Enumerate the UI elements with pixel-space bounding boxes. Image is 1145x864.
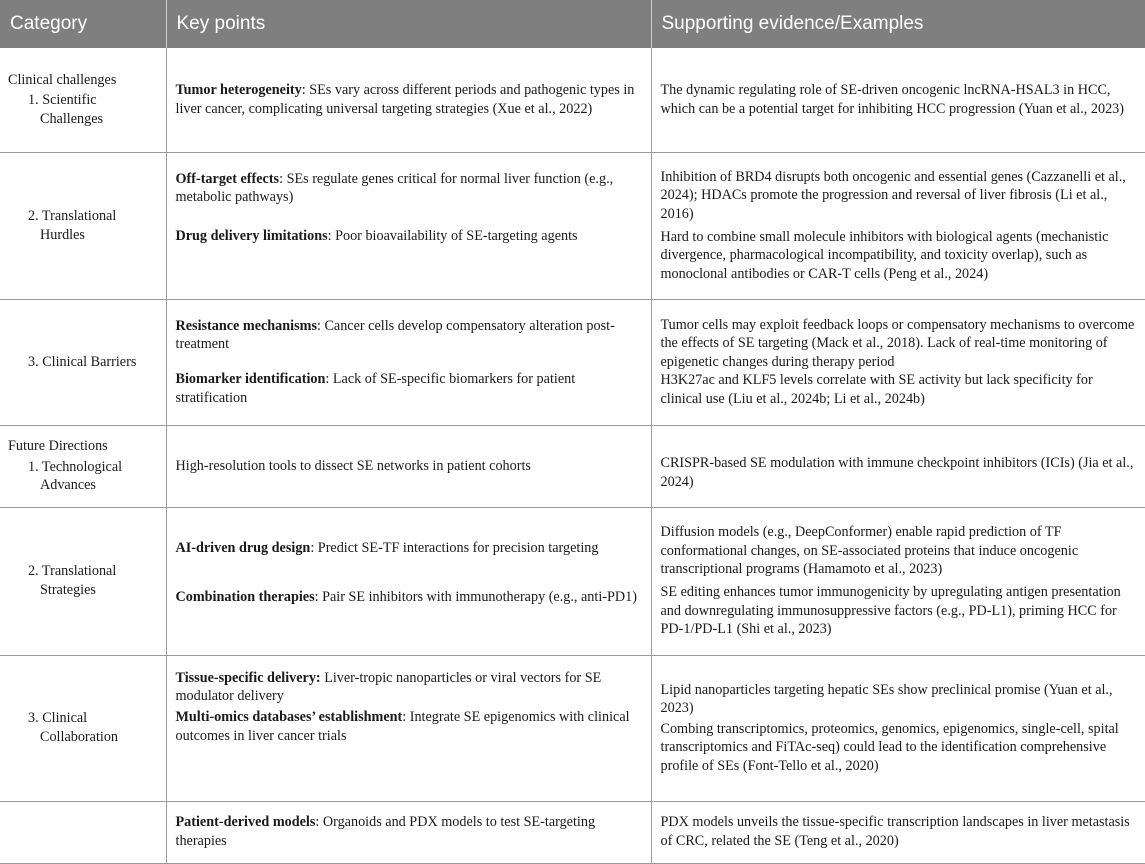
category-label: 2. Translational Hurdles xyxy=(28,207,117,243)
table-row xyxy=(0,655,1145,801)
evidence-cell xyxy=(651,425,1145,507)
evidence-item: The dynamic regulating role of SE-driven oncogenic lncRNA-HSAL3 in HCC, which can be a potential target for inhibiting HCC progression (Yuan et al., 2023) xyxy=(660,82,1124,117)
table-row xyxy=(0,801,1145,863)
evidence-cell xyxy=(651,48,1145,152)
evidence-item: Combing transcriptomics, proteomics, genomics, epigenomics, single-cell, spital transcriptomics and FiTAc-seq) could lead to the identification comprehensive profile of SEs (Font-Tello et al., 2020) xyxy=(660,720,1119,774)
header-category: Category xyxy=(0,0,166,48)
category-label: 1. Technological Advances xyxy=(28,458,123,494)
evidence-cell xyxy=(651,801,1145,863)
key-points-cell xyxy=(166,152,651,299)
table-row xyxy=(0,425,1145,507)
evidence-cell xyxy=(651,507,1145,655)
group-title: Clinical challenges xyxy=(8,71,117,88)
category-cell xyxy=(0,48,166,152)
header-evidence: Supporting evidence/Examples xyxy=(651,0,1145,48)
key-points-cell xyxy=(166,48,651,152)
key-points-cell xyxy=(166,801,651,863)
table-row xyxy=(0,152,1145,299)
table-row xyxy=(0,299,1145,425)
evidence-item: PDX models unveils the tissue-specific transcription landscapes in liver metastasis of CRC, related the SE (Teng et al., 2020) xyxy=(660,814,1130,849)
evidence-cell xyxy=(651,655,1145,801)
evidence-item: SE editing enhances tumor immunogenicity by upregulating antigen presentation and downregulating immunosuppressive factors (e.g., PD-L1), priming HCC for PD-1/PD-L1 (Shi et al., 2023) xyxy=(660,584,1121,638)
key-point: Resistance mechanisms: Cancer cells develop compensatory alteration post-treatment xyxy=(175,317,615,353)
key-points-cell xyxy=(166,299,651,425)
header-key-points: Key points xyxy=(166,0,651,48)
evidence-item: Hard to combine small molecule inhibitors with biological agents (mechanistic divergence, pharmacological incompatibility, and toxicity overlap), such as monoclonal antibodies or CAR-T cells (Peng et al., 2024) xyxy=(660,228,1109,282)
key-points-cell xyxy=(166,655,651,801)
category-cell xyxy=(0,425,166,507)
evidence-item: H3K27ac and KLF5 levels correlate with SE activity but lack specificity for clinical use (Liu et al., 2024b; Li et al., 2024b) xyxy=(660,372,1093,407)
key-point: AI-driven drug design: Predict SE-TF interactions for precision targeting xyxy=(175,540,599,557)
key-point: Off-target effects: SEs regulate genes critical for normal liver function (e.g., metabolic pathways) xyxy=(175,170,614,206)
evidence-item: Inhibition of BRD4 disrupts both oncogenic and essential genes (Cazzanelli et al., 2024); HDACs promote the progression and reversal of liver fibrosis (Li et al., 2016) xyxy=(660,168,1126,222)
evidence-cell xyxy=(651,152,1145,299)
key-points-cell xyxy=(166,507,651,655)
evidence-item: CRISPR-based SE modulation with immune checkpoint inhibitors (ICIs) (Jia et al., 2024) xyxy=(660,455,1134,490)
category-cell xyxy=(0,801,166,863)
group-title: Future Directions xyxy=(8,438,108,455)
evidence-item: Lipid nanoparticles targeting hepatic SEs show preclinical promise (Yuan et al., 2023) xyxy=(660,681,1113,717)
key-point: Biomarker identification: Lack of SE-specific biomarkers for patient stratification xyxy=(175,371,576,406)
key-point: Combination therapies: Pair SE inhibitors with immunotherapy (e.g., anti-PD1) xyxy=(175,589,637,605)
category-label: 3. Clinical Collaboration xyxy=(28,710,119,745)
evidence-item: Tumor cells may exploit feedback loops or compensatory mechanisms to overcome the effects of SE targeting (Mack et al., 2018). Lack of real-time monitoring of epigenetic changes during therapy period xyxy=(660,316,1135,370)
table-header-row xyxy=(0,0,1145,48)
category-cell xyxy=(0,655,166,801)
key-point: Tumor heterogeneity: SEs vary across different periods and pathogenic types in liver cancer, complicating universal targeting strategies (Xue et al., 2022) xyxy=(175,82,635,117)
key-point: Tissue-specific delivery: Liver-tropic nanoparticles or viral vectors for SE modulator delivery xyxy=(175,669,602,705)
table-row xyxy=(0,507,1145,655)
category-label: 3. Clinical Barriers xyxy=(28,353,137,370)
evidence-item: Diffusion models (e.g., DeepConformer) enable rapid prediction of TF conformational changes, on SE-associated proteins that induce oncogenic transcriptional programs (Hamamoto et al., 2023) xyxy=(660,524,1079,578)
key-points-cell xyxy=(166,425,651,507)
evidence-cell xyxy=(651,299,1145,425)
key-point: Patient-derived models: Organoids and PDX models to test SE-targeting therapies xyxy=(175,814,596,849)
category-label: 2. Translational Strategies xyxy=(28,563,117,598)
key-point: Multi-omics databases’ establishment: Integrate SE epigenomics with clinical outcomes in liver cancer trials xyxy=(175,709,630,744)
category-cell xyxy=(0,152,166,299)
category-label: 1. Scientific Challenges xyxy=(28,92,104,128)
key-point: High-resolution tools to dissect SE networks in patient cohorts xyxy=(175,457,531,474)
category-cell xyxy=(0,299,166,425)
category-cell xyxy=(0,507,166,655)
table-row xyxy=(0,48,1145,152)
key-point: Drug delivery limitations: Poor bioavailability of SE-targeting agents xyxy=(175,227,578,244)
